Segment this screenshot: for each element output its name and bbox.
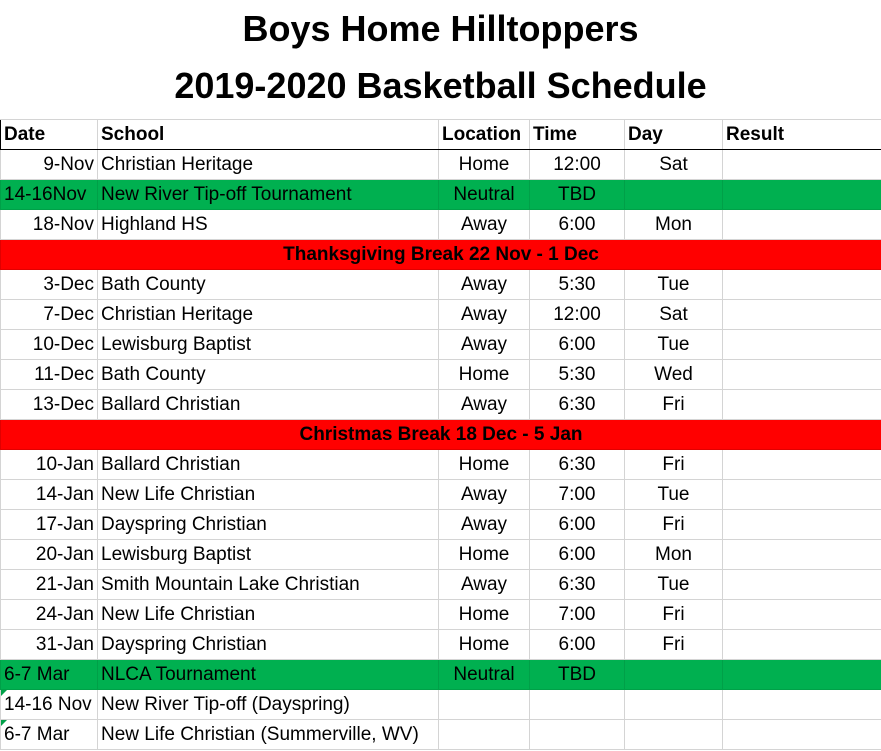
cell-result[interactable] bbox=[723, 480, 881, 510]
cell-school[interactable]: Dayspring Christian bbox=[98, 510, 439, 540]
cell-result[interactable] bbox=[723, 510, 881, 540]
game-row bbox=[1, 360, 881, 390]
game-row bbox=[1, 630, 881, 660]
cell-day[interactable]: Fri bbox=[625, 600, 723, 630]
cell-time[interactable]: 12:00 bbox=[530, 300, 625, 330]
cell-date[interactable]: 14-16Nov bbox=[1, 180, 98, 210]
cell-location[interactable]: Home bbox=[439, 150, 530, 180]
cell-result[interactable] bbox=[723, 540, 881, 570]
game-row bbox=[1, 600, 881, 630]
cell-location[interactable]: Neutral bbox=[439, 180, 530, 210]
cell-day[interactable]: Wed bbox=[625, 360, 723, 390]
header-school[interactable]: School bbox=[98, 120, 439, 150]
cell-location[interactable]: Away bbox=[439, 390, 530, 420]
cell-day[interactable]: Sat bbox=[625, 150, 723, 180]
cell-school[interactable]: New River Tip-off Tournament bbox=[98, 180, 439, 210]
game-row bbox=[1, 300, 881, 330]
cell-day[interactable]: Fri bbox=[625, 630, 723, 660]
game-row bbox=[1, 150, 881, 180]
cell-result[interactable] bbox=[723, 150, 881, 180]
cell-result[interactable] bbox=[723, 210, 881, 240]
cell-day[interactable]: Sat bbox=[625, 300, 723, 330]
cell-time[interactable]: TBD bbox=[530, 180, 625, 210]
break-banner[interactable]: Christmas Break 18 Dec - 5 Jan bbox=[1, 420, 881, 450]
cell-school[interactable]: Smith Mountain Lake Christian bbox=[98, 570, 439, 600]
cell-time[interactable]: 6:00 bbox=[530, 210, 625, 240]
cell-location[interactable]: Home bbox=[439, 540, 530, 570]
cell-school[interactable]: Christian Heritage bbox=[98, 150, 439, 180]
cell-date[interactable]: 17-Jan bbox=[1, 510, 98, 540]
game-row bbox=[1, 570, 881, 600]
cell-result[interactable] bbox=[723, 660, 881, 690]
cell-date[interactable]: 31-Jan bbox=[1, 630, 98, 660]
header-date[interactable]: Date bbox=[1, 120, 98, 150]
cell-school[interactable]: Bath County bbox=[98, 270, 439, 300]
tournament-row bbox=[1, 660, 881, 690]
game-row bbox=[1, 720, 881, 750]
cell-school[interactable]: Ballard Christian bbox=[98, 450, 439, 480]
cell-location[interactable]: Home bbox=[439, 360, 530, 390]
cell-school[interactable]: New River Tip-off (Dayspring) bbox=[98, 690, 439, 720]
cell-result[interactable] bbox=[723, 450, 881, 480]
game-row bbox=[1, 450, 881, 480]
tournament-row bbox=[1, 180, 881, 210]
cell-time[interactable]: 6:00 bbox=[530, 510, 625, 540]
cell-location[interactable]: Away bbox=[439, 510, 530, 540]
page-subtitle: 2019-2020 Basketball Schedule bbox=[174, 65, 707, 106]
cell-school[interactable]: Lewisburg Baptist bbox=[98, 330, 439, 360]
cell-time[interactable]: 6:00 bbox=[530, 330, 625, 360]
header-day[interactable]: Day bbox=[625, 120, 723, 150]
cell-day[interactable] bbox=[625, 720, 723, 750]
header-location[interactable]: Location bbox=[439, 120, 530, 150]
cell-time[interactable]: 12:00 bbox=[530, 150, 625, 180]
cell-date[interactable]: 10-Dec bbox=[1, 330, 98, 360]
cell-day[interactable]: Mon bbox=[625, 540, 723, 570]
cell-day[interactable]: Mon bbox=[625, 210, 723, 240]
cell-date[interactable]: 9-Nov bbox=[1, 150, 98, 180]
cell-location[interactable]: Home bbox=[439, 450, 530, 480]
cell-date[interactable]: 11-Dec bbox=[1, 360, 98, 390]
cell-date[interactable]: 18-Nov bbox=[1, 210, 98, 240]
header-result[interactable]: Result bbox=[723, 120, 881, 150]
cell-school[interactable]: Bath County bbox=[98, 360, 439, 390]
cell-result[interactable] bbox=[723, 300, 881, 330]
cell-date[interactable]: 13-Dec bbox=[1, 390, 98, 420]
game-row bbox=[1, 540, 881, 570]
game-row bbox=[1, 510, 881, 540]
cell-location[interactable]: Away bbox=[439, 270, 530, 300]
cell-location[interactable]: Away bbox=[439, 330, 530, 360]
cell-time[interactable]: 5:30 bbox=[530, 270, 625, 300]
cell-time[interactable] bbox=[530, 690, 625, 720]
cell-date[interactable]: 20-Jan bbox=[1, 540, 98, 570]
header-row bbox=[1, 120, 881, 150]
cell-school[interactable]: New Life Christian bbox=[98, 480, 439, 510]
cell-date[interactable] bbox=[1, 690, 98, 720]
cell-date[interactable]: 21-Jan bbox=[1, 570, 98, 600]
game-row bbox=[1, 390, 881, 420]
cell-date[interactable] bbox=[1, 720, 98, 750]
cell-day[interactable] bbox=[625, 690, 723, 720]
cell-location[interactable] bbox=[439, 720, 530, 750]
game-row bbox=[1, 210, 881, 240]
cell-time[interactable]: 6:30 bbox=[530, 390, 625, 420]
cell-day[interactable]: Tue bbox=[625, 330, 723, 360]
header-time[interactable]: Time bbox=[530, 120, 625, 150]
cell-day[interactable]: Tue bbox=[625, 570, 723, 600]
cell-time[interactable] bbox=[530, 720, 625, 750]
cell-school[interactable]: Highland HS bbox=[98, 210, 439, 240]
cell-day[interactable] bbox=[625, 660, 723, 690]
cell-date[interactable]: 10-Jan bbox=[1, 450, 98, 480]
cell-time[interactable]: 7:00 bbox=[530, 480, 625, 510]
cell-time[interactable]: 7:00 bbox=[530, 600, 625, 630]
cell-date[interactable]: 6-7 Mar bbox=[1, 660, 98, 690]
cell-location[interactable]: Home bbox=[439, 600, 530, 630]
cell-result[interactable] bbox=[723, 600, 881, 630]
cell-location[interactable]: Away bbox=[439, 570, 530, 600]
cell-time[interactable]: 6:00 bbox=[530, 630, 625, 660]
cell-time[interactable]: 5:30 bbox=[530, 360, 625, 390]
cell-result[interactable] bbox=[723, 180, 881, 210]
cell-school[interactable]: Lewisburg Baptist bbox=[98, 540, 439, 570]
cell-day[interactable]: Tue bbox=[625, 480, 723, 510]
game-row bbox=[1, 480, 881, 510]
cell-note-indicator bbox=[1, 690, 7, 696]
cell-result[interactable] bbox=[723, 330, 881, 360]
cell-date-text: 14-16 Nov bbox=[4, 694, 92, 715]
cell-result[interactable] bbox=[723, 270, 881, 300]
cell-time[interactable]: 6:00 bbox=[530, 540, 625, 570]
cell-note-indicator bbox=[1, 720, 7, 726]
page-title: Boys Home Hilltoppers bbox=[242, 8, 639, 49]
cell-date[interactable]: 14-Jan bbox=[1, 480, 98, 510]
cell-time[interactable]: 6:30 bbox=[530, 570, 625, 600]
game-row bbox=[1, 270, 881, 300]
cell-date[interactable]: 24-Jan bbox=[1, 600, 98, 630]
cell-location[interactable]: Away bbox=[439, 480, 530, 510]
cell-school[interactable]: New Life Christian bbox=[98, 600, 439, 630]
cell-date[interactable]: 3-Dec bbox=[1, 270, 98, 300]
cell-day[interactable]: Tue bbox=[625, 270, 723, 300]
cell-time[interactable]: 6:30 bbox=[530, 450, 625, 480]
cell-day[interactable]: Fri bbox=[625, 510, 723, 540]
cell-day[interactable]: Fri bbox=[625, 390, 723, 420]
cell-result[interactable] bbox=[723, 390, 881, 420]
cell-location[interactable]: Neutral bbox=[439, 660, 530, 690]
schedule-table bbox=[0, 119, 881, 750]
cell-day[interactable]: Fri bbox=[625, 450, 723, 480]
cell-time[interactable]: TBD bbox=[530, 660, 625, 690]
cell-location[interactable]: Away bbox=[439, 300, 530, 330]
cell-location[interactable]: Home bbox=[439, 630, 530, 660]
break-banner-row bbox=[1, 240, 881, 270]
game-row bbox=[1, 690, 881, 720]
cell-result[interactable] bbox=[723, 720, 881, 750]
break-banner-row bbox=[1, 420, 881, 450]
break-banner[interactable]: Thanksgiving Break 22 Nov - 1 Dec bbox=[1, 240, 881, 270]
cell-date-text: 6-7 Mar bbox=[4, 724, 70, 745]
cell-location[interactable] bbox=[439, 690, 530, 720]
cell-school[interactable]: NLCA Tournament bbox=[98, 660, 439, 690]
cell-school[interactable]: New Life Christian (Summerville, WV) bbox=[98, 720, 439, 750]
cell-result[interactable] bbox=[723, 570, 881, 600]
cell-school[interactable]: Christian Heritage bbox=[98, 300, 439, 330]
cell-location[interactable]: Away bbox=[439, 210, 530, 240]
cell-school[interactable]: Ballard Christian bbox=[98, 390, 439, 420]
cell-result[interactable] bbox=[723, 690, 881, 720]
cell-date[interactable]: 7-Dec bbox=[1, 300, 98, 330]
game-row bbox=[1, 330, 881, 360]
cell-school[interactable]: Dayspring Christian bbox=[98, 630, 439, 660]
cell-result[interactable] bbox=[723, 630, 881, 660]
cell-day[interactable] bbox=[625, 180, 723, 210]
cell-result[interactable] bbox=[723, 360, 881, 390]
